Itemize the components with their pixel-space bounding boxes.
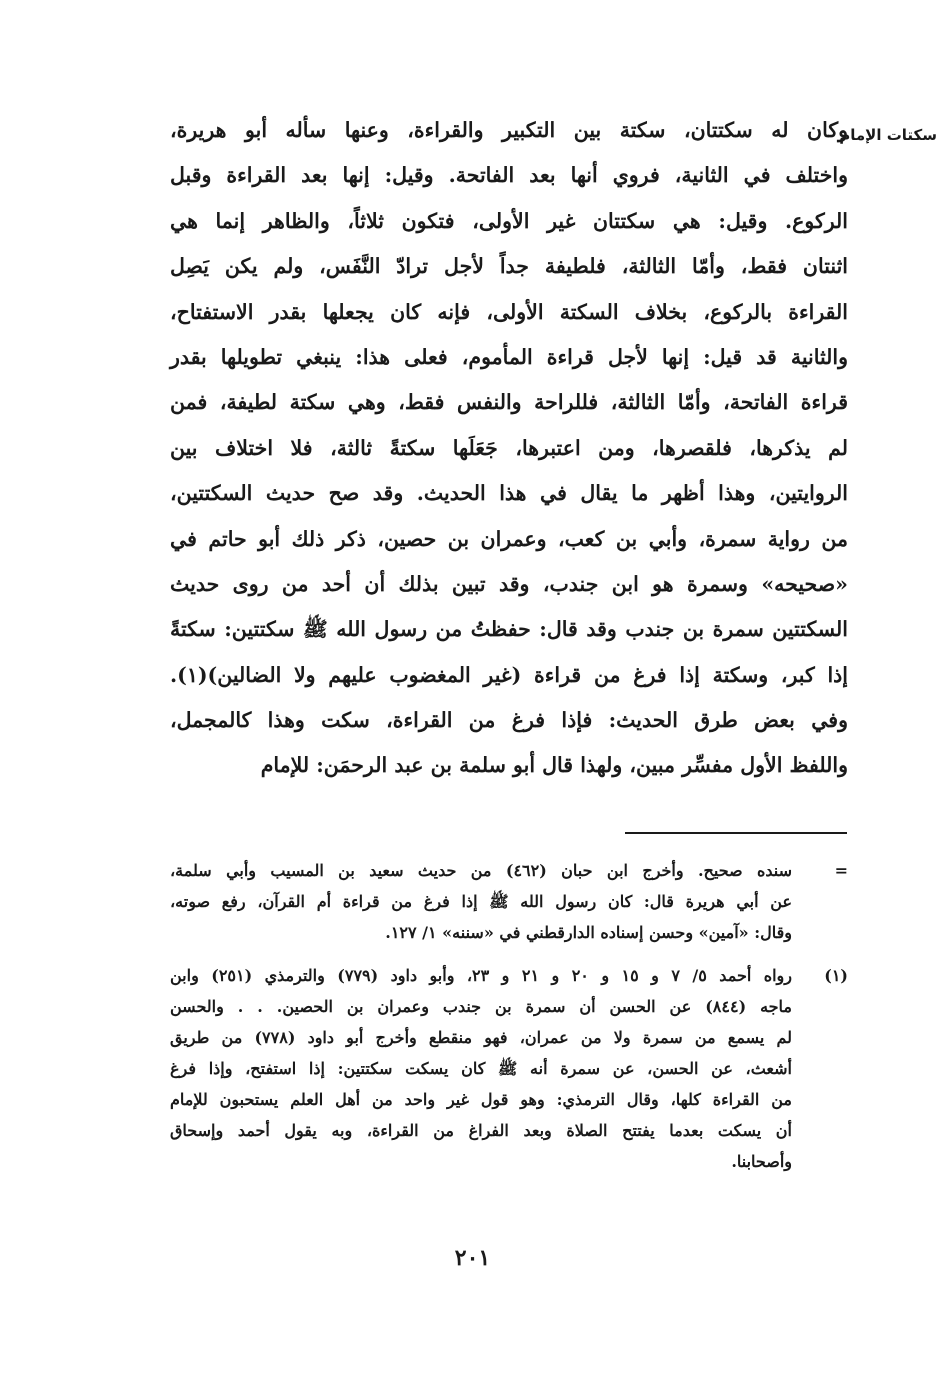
footnote-line: ماجه (٨٤٤) عن الحسن أن سمرة بن جندب وعمران بن الحصين. . . والحسن [170, 997, 792, 1016]
main-text-line: من رواية سمرة، وأبي بن كعب، وعمران بن حصين، ذكر ذلك أبو حاتم في [170, 526, 848, 551]
main-text-line: «صحيحه» وسمرة هو ابن جندب، وقد تبين بذلك أن أحد من روى حديث [170, 571, 848, 596]
footnote-line: سنده صحيح. وأخرج ابن حبان (٤٦٢) من حديث سعيد بن المسيب وأبي سلمة، [170, 861, 792, 880]
page-number: ٢٠١ [454, 1245, 491, 1271]
main-text-line: الركوع. وقيل: هي سكتتان غير الأولى، فتكون ثلاثاً، والظاهر إنما هي [170, 208, 849, 233]
footnote-line: وقال: «آمين» وحسن إسناده الدارقطني في «سننه» ١/ ١٢٧. [385, 923, 792, 942]
footnote-line: وأصحابنا. [731, 1152, 792, 1171]
footnote-1-marker: (١) [824, 966, 848, 985]
footnote-continuation-marker: = [834, 861, 848, 880]
footnote-line: أن يسكت بعدما يفتتح الصلاة وبعد الفراغ من القراءة، وبه يقول أحمد وإسحاق [170, 1121, 792, 1140]
main-text-line: وكان له سكتتان، سكتة بين التكبير والقراءة، وعنها سأله أبو هريرة، [170, 118, 848, 142]
margin-heading: سكتات الإمام [839, 126, 937, 144]
main-text [170, 108, 848, 789]
footnote-1 [170, 960, 848, 1177]
main-text-line: وفي بعض طرق الحديث: فإذا فرغ من القراءة، سكت وهذا كالمجمل، [170, 708, 848, 733]
footnote-line: من القراءة كلها، وقال الترمذي: وهو قول غير واحد من أهل العلم يستحبون للإمام [170, 1090, 792, 1109]
main-text-line: القراءة بالركوع، بخلاف السكتة الأولى، فإنه كان يجعلها بقدر الاستفتاح، [170, 299, 848, 324]
footnote-line: لم يسمع من سمرة ولا من عمران، فهو منقطع وأخرج أبو داود (٧٧٨) من طريق [170, 1028, 792, 1047]
main-text-line: إذا كبر، وسكتة إذا فرغ من قراءة (غير المغضوب عليهم ولا الضالين)(١). [170, 662, 848, 687]
footnote-line: رواه أحمد ٥/ ٧ و ١٥ و ٢٠ و ٢١ و ٢٣، وأبو داود (٧٧٩) والترمذي (٢٥١) وابن [170, 966, 793, 985]
main-text-line: لم يذكرها، فلقصرها، ومن اعتبرها، جَعَلَها سكتةً ثالثة، فلا اختلاف بين [170, 435, 848, 460]
main-text-line: اثنتان فقط، وأمّا الثالثة، فلطيفة جداً لأجل ترادّ النَّفَس، ولم يكن يَصِل [170, 254, 848, 279]
main-text-line: والثانية قد قيل: إنها لأجل قراءة المأموم، فعلى هذا: ينبغي تطويلها بقدر [170, 344, 848, 369]
footnote-1-lines [170, 960, 792, 1177]
footnote-separator [625, 832, 847, 834]
main-text-line: الروايتين، وهذا أظهر ما يقال في هذا الحديث. وقد صح حديث السكتتين، [170, 481, 848, 506]
main-text-line: قراءة الفاتحة، وأمّا الثالثة، فللراحة والنفس فقط، وهي سكتة لطيفة، فمن [170, 390, 848, 415]
footnote-line: عن أبي هريرة قال: كان رسول الله ﷺ إذا فرغ من قراءة أم القرآن، رفع صوته، [170, 892, 792, 911]
main-text-line: واختلف في الثانية، فروي أنها بعد الفاتحة. وقيل: إنها بعد القراءة وقبل [170, 163, 848, 188]
main-text-line: واللفظ الأول مفسِّر مبين، ولهذا قال أبو سلمة بن عبد الرحمَن: للإمام [260, 753, 848, 778]
footnote-line: أشعث، عن الحسن، عن سمرة أنه ﷺ كان يسكت سكتتين: إذا استفتح، وإذا فرغ [170, 1059, 792, 1078]
footnote-continuation [170, 855, 848, 948]
footnote-continuation-lines [170, 855, 792, 948]
main-text-line: السكتتين سمرة بن جندب وقد قال: حفظتُ من رسول الله ﷺ سكتتين: سكتةً [170, 617, 848, 642]
